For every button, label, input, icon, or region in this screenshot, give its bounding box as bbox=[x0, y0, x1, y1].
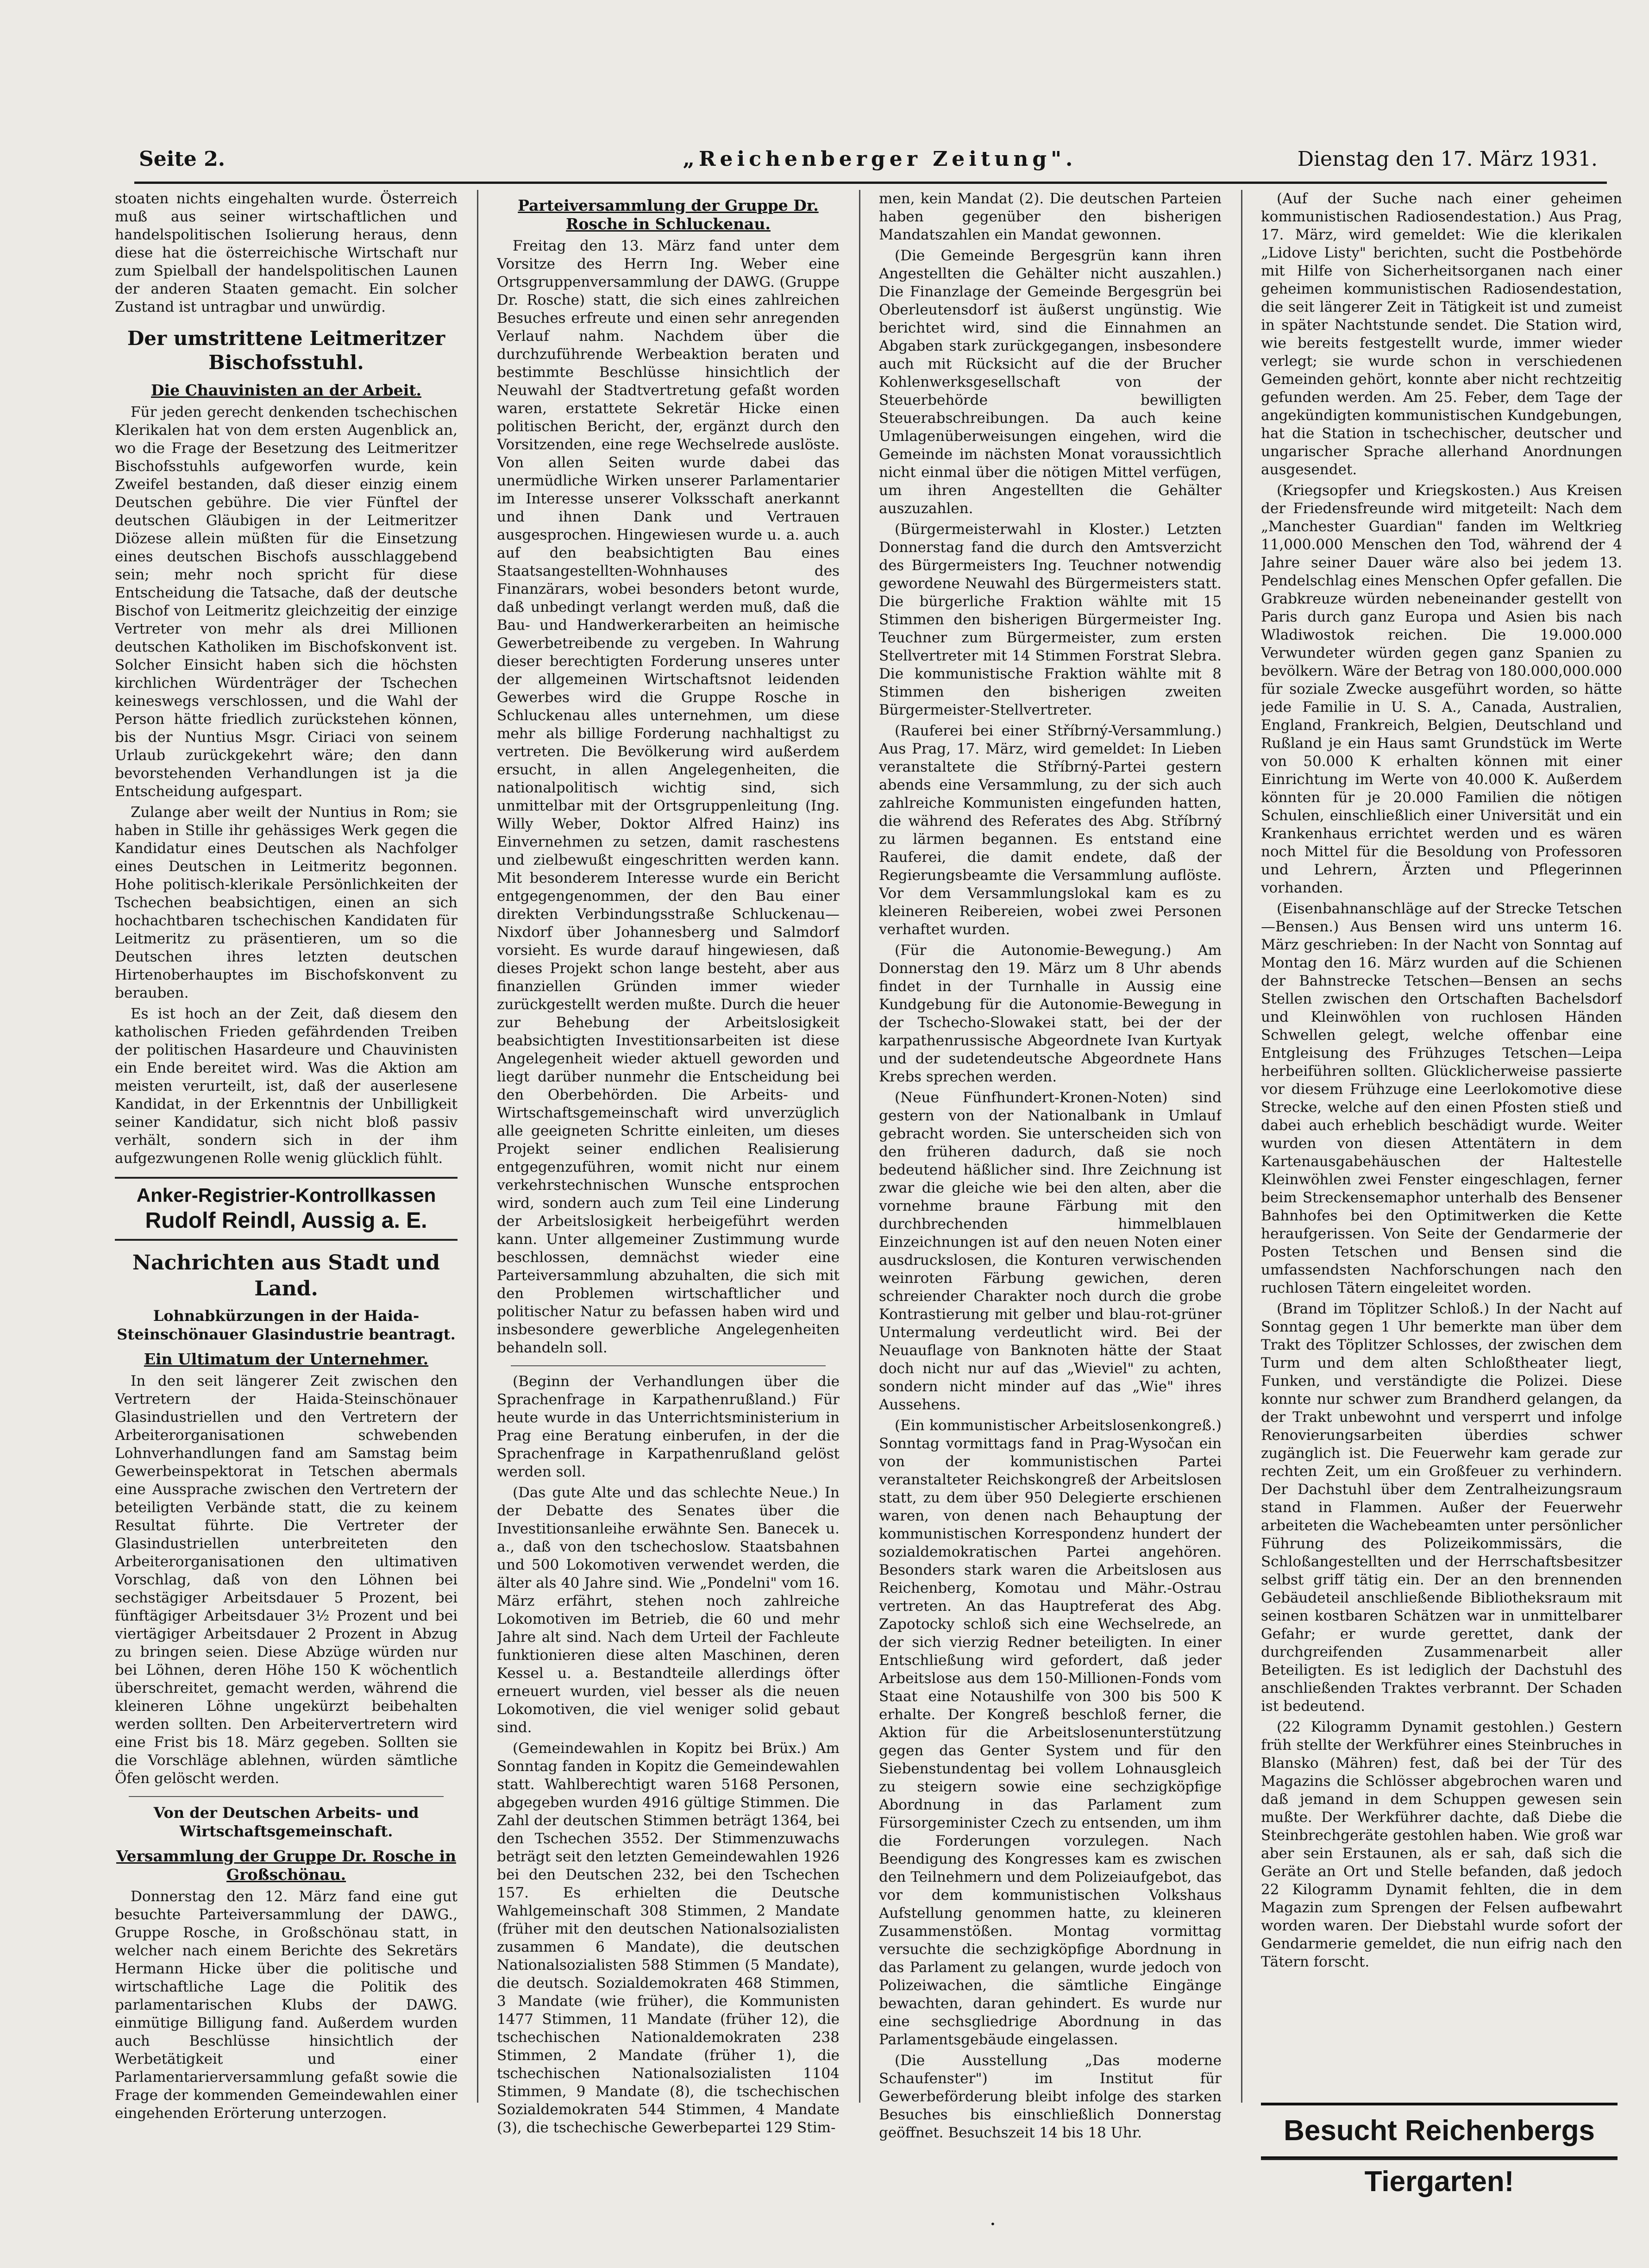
news-item: (Neue Fünfhundert-Kronen-Noten) sind gestern von der Nationalbank in Umlauf gebracht worden. Sie unterscheiden sich von den früheren dadurch, daß sie noch bedeutend häßlicher sind. Ihre Zeichnung ist zwar die gleiche wie bei den alten, aber die vornehme braune Färbung mit den durchbrechenden himmelblauen Einzeichnungen ist auf den neuen Noten einer ausdruckslosen, die Konturen verwischenden weinroten Färbung gewichen, deren schreiender Charakter noch durch die grobe Kontrastierung mit gelber und blau-rot-grüner Untermalung verdeutlicht wird. Bei der Neuauflage von Banknoten hätte der Staat doch nicht nur auf das „Wieviel" zu achten, sondern nicht minder auf das „Wie" ihres Aussehens. bbox=[879, 1089, 1222, 1413]
issue-date: Dienstag den 17. März 1931. bbox=[1297, 147, 1598, 171]
article-text: men, kein Mandat (2). Die deutschen Parteien haben gegenüber den bisherigen Mandatszahlen ein Mandat gewonnen. bbox=[879, 190, 1222, 243]
column-2 bbox=[497, 190, 840, 2228]
ad-line-1: Anker-Registrier-Kontrollkassen bbox=[136, 1184, 436, 1206]
news-item: (Rauferei bei einer Stříbrný-Versammlung.) Aus Prag, 17. März, wird gemeldet: In Lieben veranstaltete die Stříbrný-Partei gestern abends eine Versammlung, zu der sich auch zahlreiche Kommunisten eingefunden hatten, die während des Referates des Abg. Stříbrný zu lärmen begannen. Es entstand eine Rauferei, die damit endete, daß der Regierungsbeamte die Versammlung auflöste. Vor dem Versammlungslokal kam es zu kleineren Reibereien, wobei zwei Personen verhaftet wurden. bbox=[879, 722, 1222, 938]
news-item: (Ein kommunistischer Arbeitslosenkongreß.) Sonntag vormittags fand in Prag-Wysočan ein von der kommunistischen Partei veranstalteter Reichskongreß der Arbeitslosen statt, zu dem über 950 Delegierte erschienen waren, von denen nach Behauptung der kommunistischen Korrespondenz hundert der sozialdemokratischen Partei angehören. Besonders stark waren die Arbeitslosen aus Reichenberg, Komotau und Mähr.-Ostrau vertreten. An das Hauptreferat des Abg. Zapotocky schloß sich eine Wechselrede, an der sich vierzig Redner beteiligten. In einer Entschließung wird gefordert, daß jeder Arbeitslose aus dem 150-Millionen-Fonds vom Staat eine Notaushilfe von 300 bis 500 K erhalte. Der Kongreß beschloß ferner, die Aktion für die Arbeitslosenunterstützung gegen das Genter System und für den Siebenstundentag bei vollem Lohnausgleich zu steigern sowie eine sechzigköpfige Abordnung in das Parlament zum Fürsorgeminister Czech zu entsenden, um ihm die Forderungen vorzulegen. Nach Beendigung des Kongresses kam es zwischen den Teilnehmern und dem Polizeiaufgebot, das vor dem kommunistischen Volkshaus Aufstellung genommen hatte, zu kleineren Zusammenstößen. Montag vormittag versuchte die sechzigköpfige Abordnung in das Parlament zu gelangen, wurde jedoch von Polizeiwachen, die sämtliche Eingänge bewachten, daran gehindert. Es wurde nur eine sechsgliedrige Abordnung in das Parlamentsgebäude eingelassen. bbox=[879, 1417, 1222, 2048]
header-rule bbox=[134, 182, 1607, 184]
page-number: Seite 2. bbox=[139, 147, 226, 171]
news-item: (Gemeindewahlen in Kopitz bei Brüx.) Am Sonntag fanden in Kopitz die Gemeindewahlen statt. Wahlberechtigt waren 5168 Personen, abgegeben wurden 4916 gültige Stimmen. Die Zahl der deutschen Stimmen beträgt 1364, bei den Tschechen 3552. Der Stimmenzuwachs beträgt seit den letzten Gemeindewahlen 1926 bei den Deutschen 232, bei den Tschechen 157. Es erhielten die Deutsche Wahlgemeinschaft 308 Stimmen, 2 Mandate (früher mit den deutschen Nationalsozialisten zusammen 6 Mandate), die deutschen Nationalsozialisten 588 Stimmen (5 Mandate), die deutsch. Sozialdemokraten 468 Stimmen, 3 Mandate (wie früher), die Kommunisten 1477 Stimmen, 11 Mandate (früher 12), die tschechischen Nationaldemokraten 238 Stimmen, 2 Mandate (früher 1), die tschechischen Nationalsozialisten 1104 Stimmen, 9 Mandate (8), die tschechischen Sozialdemokraten 544 Stimmen, 4 Mandate (3), die tschechische Gewerbepartei 129 Stim- bbox=[497, 1740, 840, 2136]
print-mark: • bbox=[990, 2218, 996, 2230]
news-item: (22 Kilogramm Dynamit gestohlen.) Gestern früh stellte der Werkführer eines Steinbruches in Blansko (Mähren) fest, daß bei der Tür des Magazins die Schlösser abgebrochen waren und daß jemand in dem Schuppen gewesen sein mußte. Der Werkführer dachte, daß Diebe die Steinbrechgeräte gestohlen haben. Wie groß war aber sein Erstaunen, als er sah, daß sich die Geräte an Ort und Stelle befanden, daß jedoch 22 Kilogramm Dynamit fehlten, die in dem Magazin zum Sprengen der Felsen aufbewahrt worden waren. Der Diebstahl wurde sofort der Gendarmerie gemeldet, die nun eifrig nach den Tätern forscht. bbox=[1261, 1719, 1622, 1970]
article-subheadline: Die Chauvinisten an der Arbeit. bbox=[151, 381, 421, 399]
zoo-advertisement: Besucht Reichenbergs Tiergarten! bbox=[1261, 2103, 1618, 2159]
column-4 bbox=[1261, 190, 1622, 2089]
news-item: (Das gute Alte und das schlechte Neue.) In der Debatte des Senates über die Investitionsanleihe erwähnte Sen. Banecek u. a., daß von den tschechoslow. Staatsbahnen und 500 Lokomotiven verwendet werden, die älter als 40 Jahre sind. Wie „Pondelni" vom 16. März erfährt, stehen noch zahlreiche Lokomotiven im Betrieb, die 60 und mehr Jahre alt sind. Nach dem Urteil der Fachleute funktionieren diese alten Maschinen, deren Kessel u. a. Bestandteile allerdings öfter erneuert wurden, viel besser als die neuen Lokomotiven, die viel weniger solid gebaut sind. bbox=[497, 1484, 840, 1736]
column-rule bbox=[1241, 190, 1242, 2103]
article-headline: Parteiversammlung der Gruppe Dr. Rosche in Schluckenau. bbox=[518, 196, 819, 233]
article-text: Donnerstag den 12. März fand eine gut besuchte Parteiversammlung der DAWG., Gruppe Rosche, in Großschönau statt, in welcher nach einem Berichte des Sekretärs Hermann Hicke über die politische und wirtschaftliche Lage die Politik des parlamentarischen Klubs der DAWG. einmütige Billigung fand. Außerdem wurden auch Beschlüsse hinsichtlich der Werbetätigkeit und einer Parlamentarierversammlung gefaßt sowie die Frage der kommenden Gemeindewahlen einer eingehenden Erörterung unterzogen. bbox=[115, 1888, 458, 2122]
footer-rule bbox=[1261, 2158, 1618, 2160]
advertisement bbox=[115, 1177, 458, 1241]
article-headline: Von der Deutschen Arbeits- und Wirtschaftsgemeinschaft. bbox=[153, 1804, 419, 1840]
article-subheadline: Versammlung der Gruppe Dr. Rosche in Großschönau. bbox=[116, 1847, 457, 1884]
article-headline: Der umstrittene Leitmeritzer Bischofsstuhl. bbox=[127, 327, 445, 374]
separator bbox=[129, 1796, 444, 1797]
article-subheadline: Ein Ultimatum der Unternehmer. bbox=[144, 1350, 429, 1368]
news-item: (Auf der Suche nach einer geheimen kommunistischen Radiosendestation.) Aus Prag, 17. März, wird gemeldet: Wie die klerikalen „Lidove Listy" berichten, sucht die Postbehörde mit Hilfe von Sicherheitsorganen nach einer geheimen kommunistischen Radiosendestation, die seit längerer Zeit in Tätigkeit ist und zumeist in später Nachtstunde sendet. Die Station wird, wie bereits festgestellt wurde, immer wieder verlegt; sie wurde schon in verschiedenen Gemeinden gehört, konnte aber nicht rechtzeitig gefunden werden. Am 25. Feber, dem Tage der angekündigten kommunistischen Kundgebungen, hat die Station in tschechischer, deutscher und ungarischer Sprache allerhand Anordnungen ausgesendet. bbox=[1261, 190, 1622, 478]
news-item: (Für die Autonomie-Bewegung.) Am Donnerstag den 19. März um 8 Uhr abends findet in der Turnhalle in Aussig eine Kundgebung für die Autonomie-Bewegung in der Tschecho-Slowakei statt, bei der der karpathenrussische Abgeordnete Ivan Kurtyak und der sudetendeutsche Abgeordnete Hans Krebs sprechen werden. bbox=[879, 942, 1222, 1085]
article-text: Freitag den 13. März fand unter dem Vorsitze des Herrn Ing. Weber eine Ortsgruppenversammlung der DAWG. (Gruppe Dr. Rosche) statt, die sich eines zahlreichen Besuches erfreute und einen sehr anregenden Verlauf nahm. Nachdem über die durchzuführende Werbeaktion beraten und bestimmte Beschlüsse hinsichtlich der Neuwahl der Stadtvertretung gefaßt worden waren, erstattete Sekretär Hicke einen politischen Bericht, der, ergänzt durch den Vorsitzenden, eine rege Wechselrede auslöste. Von allen Seiten wurde dabei das unermüdliche Wirken unserer Parlamentarier im Interesse unserer Volksschaft anerkannt und ihnen Dank und Vertrauen ausgesprochen. Hingewiesen wurde u. a. auch auf den beabsichtigten Bau eines Staatsangestellten-Wohnhauses des Finanzärars, wobei besonders betont wurde, daß unbedingt verlangt werden muß, daß die Bau- und Handwerkerarbeiten an heimische Gewerbetreibende zu vergeben. In Wahrung dieser berechtigten Forderung unseres unter der allgemeinen Wirtschaftsnot leidenden Gewerbes wird die Gruppe Rosche in Schluckenau alles unternehmen, um diese mehr als billige Forderung nachhaltigst zu vertreten. Die Bevölkerung wird außerdem ersucht, in allen Angelegenheiten, die nationalpolitisch wichtig sind, sich unmittelbar mit der Ortsgruppenleitung (Ing. Willy Weber, Doktor Alfred Hainz) ins Einvernehmen zu setzen, damit raschestens und zielbewußt eingeschritten werden kann. Mit besonderem Interesse wurde ein Bericht entgegengenommen, der den Bau einer direkten Verbindungsstraße Schluckenau—Nixdorf über Johannesberg und Salmdorf vorsieht. Es wurde darauf hingewiesen, daß dieses Projekt schon lange besteht, aber aus finanziellen Gründen immer wieder zurückgestellt werden mußte. Durch die heuer zur Behebung der Arbeitslosigkeit beabsichtigten Investitionsarbeiten ist diese Angelegenheit wieder aktuell geworden und liegt darüber nunmehr die Entscheidung bei den Oberbehörden. Die Arbeits- und Wirtschaftsgemeinschaft wird unverzüglich alle geeigneten Schritte einleiten, um dieses Projekt seiner endlichen Realisierung entgegenzuführen, womit nicht nur einem verkehrstechnischen Wunsche entsprochen wird, sondern auch zum Teil eine Linderung der Arbeitslosigkeit herbeigeführt werden kann. Unter allgemeiner Zustimmung wurde beschlossen, demnächst wieder eine Parteiversammlung abzuhalten, die sich mit den Problemen wirtschaftlicher und politischer Natur zu befassen haben wird und insbesondere gewerbliche Angelegenheiten behandeln soll. bbox=[497, 238, 840, 1356]
news-item: (Eisenbahnanschläge auf der Strecke Tetschen—Bensen.) Aus Bensen wird uns unterm 16. März geschrieben: In der Nacht von Sonntag auf Montag den 16. März wurden auf die Schienen der Bahnstrecke Tetschen—Bensen an sechs Stellen zwischen den Ortschaften Bachelsdorf und Kleinwöhlen von ruchlosen Händen Schwellen gelegt, welche offenbar eine Entgleisung des Frühzuges Tetschen—Leipa herbeiführen sollten. Glücklicherweise passierte vor diesem Frühzuge eine Leerlokomotive diese Strecke, welche auf den einen Pfosten stieß und dabei auch erheblich beschädigt wurde. Weiter wurden von diesen Attentätern in dem Kartenausgabehäuschen der Haltestelle Kleinwöhlen zwei Fenster eingeschlagen, ferner beim Streckensemaphor unterhalb des Bensener Bahnhofes bei den Optimitwerken die Kette heraufgerissen. Von Seite der Gendarmerie der Posten Tetschen und Bensen sind die umfassendsten Nachforschungen nach den ruchlosen Tätern eingeleitet worden. bbox=[1261, 900, 1622, 1296]
ad-line-2: Rudolf Reindl, Aussig a. E. bbox=[145, 1208, 427, 1233]
news-item: (Die Gemeinde Bergesgrün kann ihren Angestellten die Gehälter nicht auszahlen.) Die Finanzlage der Gemeinde Bergesgrün bei Oberleutensdorf ist äußerst ungünstig. Wie berichtet wird, sind die Einnahmen an Abgaben stark zurückgegangen, insbesondere auch mit Rücksicht auf die der Brucher Kohlenwerksgesellschaft von der Steuerbehörde bewilligten Steuerabschreibungen. Da auch keine Umlagenüberweisungen eingehen, wird die Gemeinde im nächsten Monat voraussichtlich nicht einmal über die nötigen Mittel verfügen, um ihren Angestellten die Gehälter auszuzahlen. bbox=[879, 247, 1222, 517]
column-1 bbox=[115, 190, 458, 2228]
article-text: Zulange aber weilt der Nuntius in Rom; sie haben in Stille ihr gehässiges Werk gegen die Kandidatur eines Deutschen als Nachfolger eines Deutschen in Leitmeritz begonnen. Hohe politisch-klerikale Persönlichkeiten der Tschechen beabsichtigen, einen an sich hochachtbaren tschechischen Kandidaten für Leitmeritz zu präsentieren, um so die Deutschen ihres letzten deutschen Hirtenoberhauptes im Bischofskonvent zu berauben. bbox=[115, 804, 458, 1001]
news-item: (Die Ausstellung „Das moderne Schaufenster") im Institut für Gewerbeförderung bleibt infolge des starken Besuches bis einschließlich Donnerstag geöffnet. Besuchszeit 14 bis 18 Uhr. bbox=[879, 2052, 1222, 2141]
news-item: (Brand im Töplitzer Schloß.) In der Nacht auf Sonntag gegen 1 Uhr bemerkte man über dem Trakt des Töplitzer Schlosses, der zwischen dem Turm und dem alten Schloßtheater liegt, Funken, und verständigte die Polizei. Diese konnte nur schwer zum Brandherd gelangen, da der Trakt unbewohnt und versperrt und infolge Renovierungsarbeiten überdies schwer zugänglich ist. Die Feuerwehr kam gerade zur rechten Zeit, um ein Großfeuer zu verhindern. Der Dachstuhl über dem Zentralheizungsraum stand in Flammen. Außer der Feuerwehr arbeiteten die Wachebeamten unter persönlicher Führung des Polizeikommissärs, die Schloßangestellten und der Herrschaftsbesitzer selbst griff tätig ein. Der an den brennenden Gebäudeteil anschließende Bibliotheksraum mit seinen kostbaren Schätzen war in unmittelbarer Gefahr; er wurde gerettet, dank der durchgreifenden Zusammenarbeit aller Beteiligten. Es ist lediglich der Dachstuhl des anschließenden Traktes verbrannt. Der Schaden ist bedeutend. bbox=[1261, 1300, 1622, 1715]
column-rule bbox=[859, 190, 860, 2103]
column-3 bbox=[879, 190, 1222, 2228]
section-heading: Nachrichten aus Stadt und Land. bbox=[132, 1251, 440, 1300]
masthead-title: „Reichenberger Zeitung". bbox=[683, 147, 1077, 171]
separator bbox=[511, 1365, 826, 1366]
article-text: Es ist hoch an der Zeit, daß diesem den katholischen Frieden gefährdenden Treiben der politischen Hasardeure und Chauvinisten ein Ende bereitet wird. Was die Aktion am meisten verurteilt, ist, daß der auserlesene Kandidat, in der Erkenntnis der Unbilligkeit seiner Kandidatur, sich nicht bloß passiv verhält, sondern sich in der ihm aufgezwungenen Rolle wenig glücklich fühlt. bbox=[115, 1005, 458, 1167]
article-text: stoaten nichts eingehalten wurde. Österreich muß aus seiner wirtschaftlichen und handelspolitischen Isolierung heraus, denn diese hat die österreichische Wirtschaft nur zum Spielball der handelspolitischen Launen der anderen Staaten gemacht. Ein solcher Zustand ist untragbar und unwürdig. bbox=[115, 190, 458, 315]
article-text: In den seit längerer Zeit zwischen den Vertretern der Haida-Steinschönauer Glasindustriellen und den Vertretern der Arbeiterorganisationen schwebenden Lohnverhandlungen fand am Samstag beim Gewerbeinspektorat in Tetschen abermals eine Aussprache zwischen den Vertretern der beteiligten Verbände statt, die zu keinem Resultat führte. Die Vertreter der Glasindustriellen unterbreiteten den Arbeiterorganisationen den ultimativen Vorschlag, daß von den Löhnen bei sechstägiger Arbeitsdauer 5 Prozent, bei fünftägiger Arbeitsdauer 3½ Prozent und bei viertägiger Arbeitsdauer 2 Prozent in Abzug zu bringen seien. Diese Abzüge würden nur bei Löhnen, deren Höhe 150 K wöchentlich überschreitet, gemacht werden, während die kleineren Löhne ungekürzt beibehalten werden sollten. Den Arbeitervertretern wird eine Frist bis 18. März gegeben. Sollten sie die Vorschläge ablehnen, würden sämtliche Öfen gelöscht werden. bbox=[115, 1373, 458, 1787]
news-item: (Kriegsopfer und Kriegskosten.) Aus Kreisen der Friedensfreunde wird mitgeteilt: Nach dem „Manchester Guardian" fanden im Weltkrieg 11,000.000 Menschen den Tod, während der 4 Jahre seiner Dauer wäre also bei jedem 13. Pendelschlag eines Menschen Opfer gefallen. Die Grabkreuze würden nebeneinander gestellt von Paris durch ganz Europa und Asien bis nach Wladiwostok reichen. Die 19.000.000 Verwundeter würden gegen ganz Spanien zu bevölkern. Wäre der Betrag von 180.000,000.000 für soziale Zwecke ausgeführt worden, so hätte jede Familie in U. S. A., Canada, Australien, England, Frankreich, Belgien, Deutschland und Rußland je ein Haus samt Grundstück im Werte von 50.000 K erhalten können mit einer Einrichtung im Werte von 40.000 K. Außerdem könnten für je 20.000 Familien die nötigen Schulen, einschließlich einer Universität und ein Krankenhaus errichtet werden und es wären noch Mittel für die Besoldung von Professoren und Lehrern, Ärzten und Pflegerinnen vorhanden. bbox=[1261, 482, 1622, 896]
page-header bbox=[139, 147, 1598, 175]
article-headline: Lohnabkürzungen in der Haida-Steinschönauer Glasindustrie beantragt. bbox=[117, 1307, 456, 1343]
news-item: (Beginn der Verhandlungen über die Sprachenfrage in Karpathenrußland.) Für heute wurde in das Unterrichtsministerium in Prag eine Beratung einberufen, in der die Sprachenfrage in Karpathenrußland gelöst werden soll. bbox=[497, 1373, 840, 1480]
article-text: Für jeden gerecht denkenden tschechischen Klerikalen hat von dem ersten Augenblick an, wo die Frage der Besetzung des Leitmeritzer Bischofsstuhls aufgeworfen wurde, kein Zweifel bestanden, daß dieser einzig einem Deutschen gebühre. Die vier Fünftel der deutschen Gläubigen in der Leitmeritzer Diözese allein müßten für die Einsetzung eines deutschen Bischofs ausschlaggebend sein; mehr noch spricht für diese Entscheidung die Tatsache, daß der deutsche Bischof von Leitmeritz gleichzeitig der einzige Vertreter von mehr als drei Millionen deutschen Katholiken im Bischofskonvent ist. Solcher Einsicht haben sich die höchsten kirchlichen Würdenträger der Tschechen keineswegs verschlossen, und die Wahl der Person hätte friedlich zurückstehen können, bis der Nuntius Msgr. Ciriaci von seinem Urlaub zurückgekehrt wäre; den dann bevorstehenden Verhandlungen ist ja die Entscheidung aufgespart. bbox=[115, 404, 458, 800]
column-rule bbox=[477, 190, 478, 2103]
news-item: (Bürgermeisterwahl in Kloster.) Letzten Donnerstag fand die durch den Amtsverzicht des Bürgermeisters Ing. Teuchner notwendig gewordene Neuwahl des Bürgermeisters statt. Die bürgerliche Fraktion wählte mit 15 Stimmen den bisherigen Bürgermeister Ing. Teuchner zum Bürgermeister, zum ersten Stellvertreter mit 14 Stimmen Forstrat Slebra. Die kommunistische Fraktion wählte mit 8 Stimmen den bisherigen zweiten Bürgermeister-Stellvertreter. bbox=[879, 521, 1222, 718]
